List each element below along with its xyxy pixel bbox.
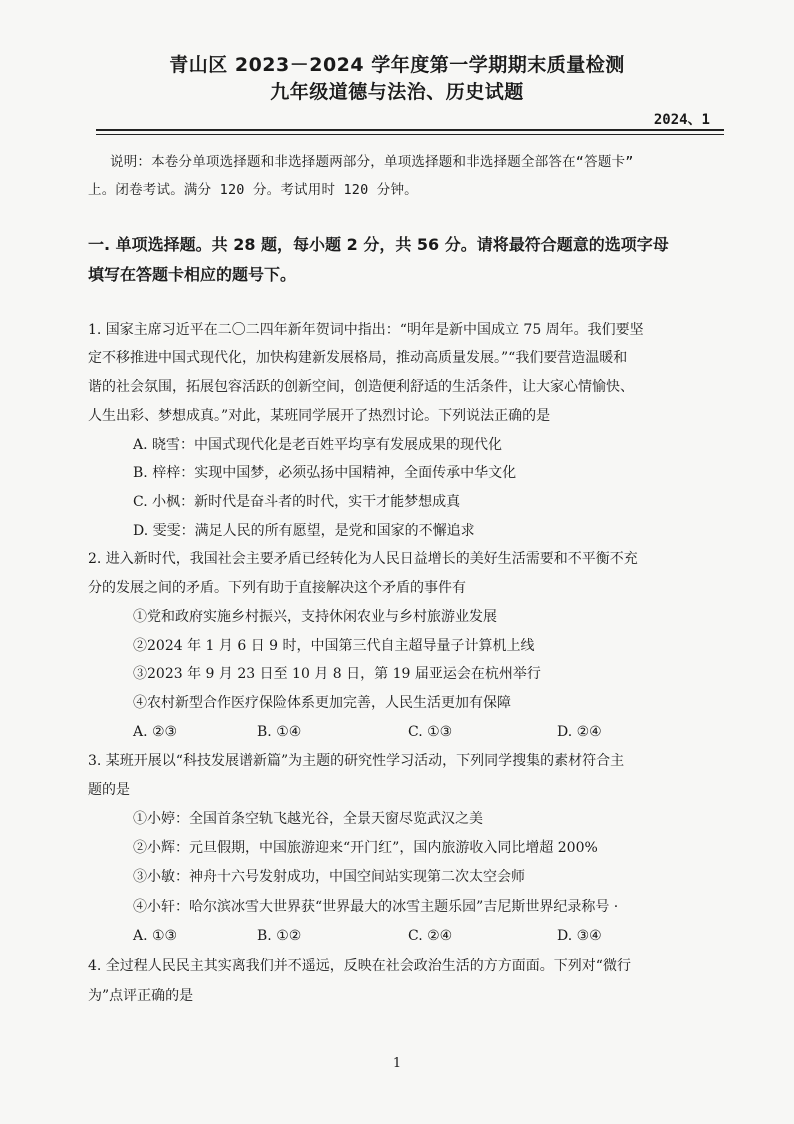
q1-stem-line-3: 谐的社会氛围，拓展包容活跃的创新空间，创造便利舒适的生活条件，让大家心情愉快、 bbox=[88, 379, 634, 395]
q3-statement-4: ④小轩：哈尔滨冰雪大世界获“世界最大的冰雪主题乐园”吉尼斯世界纪录称号 · bbox=[133, 899, 619, 915]
q2-statement-3: ③2023 年 9 月 23 日至 10 月 8 日，第 19 届亚运会在杭州举行 bbox=[133, 666, 541, 682]
section-heading-line-1: 一. 单项选择题。共 28 题，每小题 2 分，共 56 分。请将最符合题意的选项字母 bbox=[88, 235, 669, 254]
q2-statement-2: ②2024 年 1 月 6 日 9 时，中国第三代自主超导量子计算机上线 bbox=[133, 638, 535, 654]
q3-statement-3: ③小敏：神舟十六号发射成功，中国空间站实现第二次太空会师 bbox=[133, 869, 525, 885]
q3-choice-c: C. ②④ bbox=[408, 928, 453, 944]
exam-date: 2024、1 bbox=[653, 112, 710, 128]
q1-option-c: C. 小枫：新时代是奋斗者的时代，实干才能梦想成真 bbox=[133, 494, 461, 510]
q3-stem-line-1: 3. 某班开展以“科技发展谱新篇”为主题的研究性学习活动，下列同学搜集的素材符合主 bbox=[88, 753, 625, 769]
q2-choice-d: D. ②④ bbox=[557, 724, 602, 740]
q2-choice-b: B. ①④ bbox=[257, 724, 302, 740]
q2-stem-line-1: 2. 进入新时代，我国社会主要矛盾已经转化为人民日益增长的美好生活需要和不平衡不充 bbox=[88, 551, 638, 567]
q2-statement-4: ④农村新型合作医疗保险体系更加完善，人民生活更加有保障 bbox=[133, 695, 511, 711]
q1-stem-line-4: 人生出彩、梦想成真。”对此，某班同学展开了热烈讨论。下列说法正确的是 bbox=[88, 408, 551, 424]
q1-option-a: A. 晓雪：中国式现代化是老百姓平均享有发展成果的现代化 bbox=[133, 437, 503, 453]
q3-choice-d: D. ③④ bbox=[557, 928, 602, 944]
exam-subtitle: 九年级道德与法治、历史试题 bbox=[270, 81, 524, 103]
q3-choice-a: A. ①③ bbox=[133, 928, 178, 944]
q4-stem-line-1: 4. 全过程人民民主其实离我们并不遥远，反映在社会政治生活的方方面面。下列对“微行 bbox=[88, 958, 631, 974]
q1-option-b: B. 梓梓：实现中国梦，必须弘扬中国精神，全面传承中华文化 bbox=[133, 465, 517, 481]
q2-choice-c: C. ①③ bbox=[408, 724, 453, 740]
q2-stem-line-2: 分的发展之间的矛盾。下列有助于直接解决这个矛盾的事件有 bbox=[88, 580, 466, 596]
q3-statement-2: ②小辉：元旦假期，中国旅游迎来“开门红”，国内旅游收入同比增超 200% bbox=[133, 840, 598, 856]
q1-stem-line-2: 定不移推进中国式现代化，加快构建新发展格局，推动高质量发展。”“我们要营造温暖和 bbox=[88, 350, 628, 366]
exam-title: 青山区 2023－2024 学年度第一学期期末质量检测 bbox=[169, 54, 625, 76]
q3-statement-1: ①小婷：全国首条空轨飞越光谷，全景天窗尽览武汉之美 bbox=[133, 811, 483, 827]
q2-choice-a: A. ②③ bbox=[133, 724, 178, 740]
page-number: 1 bbox=[392, 1056, 402, 1071]
q3-stem-line-2: 题的是 bbox=[88, 782, 130, 798]
header-divider-thick bbox=[96, 129, 724, 131]
instructions-line-2: 上。闭卷考试。满分 120 分。考试用时 120 分钟。 bbox=[88, 182, 418, 198]
q4-stem-line-2: 为”点评正确的是 bbox=[88, 988, 194, 1004]
q1-stem-line-1: 1. 国家主席习近平在二〇二四年新年贺词中指出：“明年是新中国成立 75 周年。我们要坚 bbox=[88, 322, 644, 338]
q3-choice-b: B. ①② bbox=[257, 928, 302, 944]
section-heading bbox=[88, 230, 716, 290]
instructions-line-1: 说明：本卷分单项选择题和非选择题两部分，单项选择题和非选择题全部答在“答题卡” bbox=[110, 154, 634, 170]
section-heading-line-2: 填写在答题卡相应的题号下。 bbox=[88, 265, 297, 284]
q1-option-d: D. 雯雯：满足人民的所有愿望，是党和国家的不懈追求 bbox=[133, 523, 475, 539]
header-divider-thin bbox=[96, 134, 724, 135]
q2-statement-1: ①党和政府实施乡村振兴，支持休闲农业与乡村旅游业发展 bbox=[133, 609, 497, 625]
